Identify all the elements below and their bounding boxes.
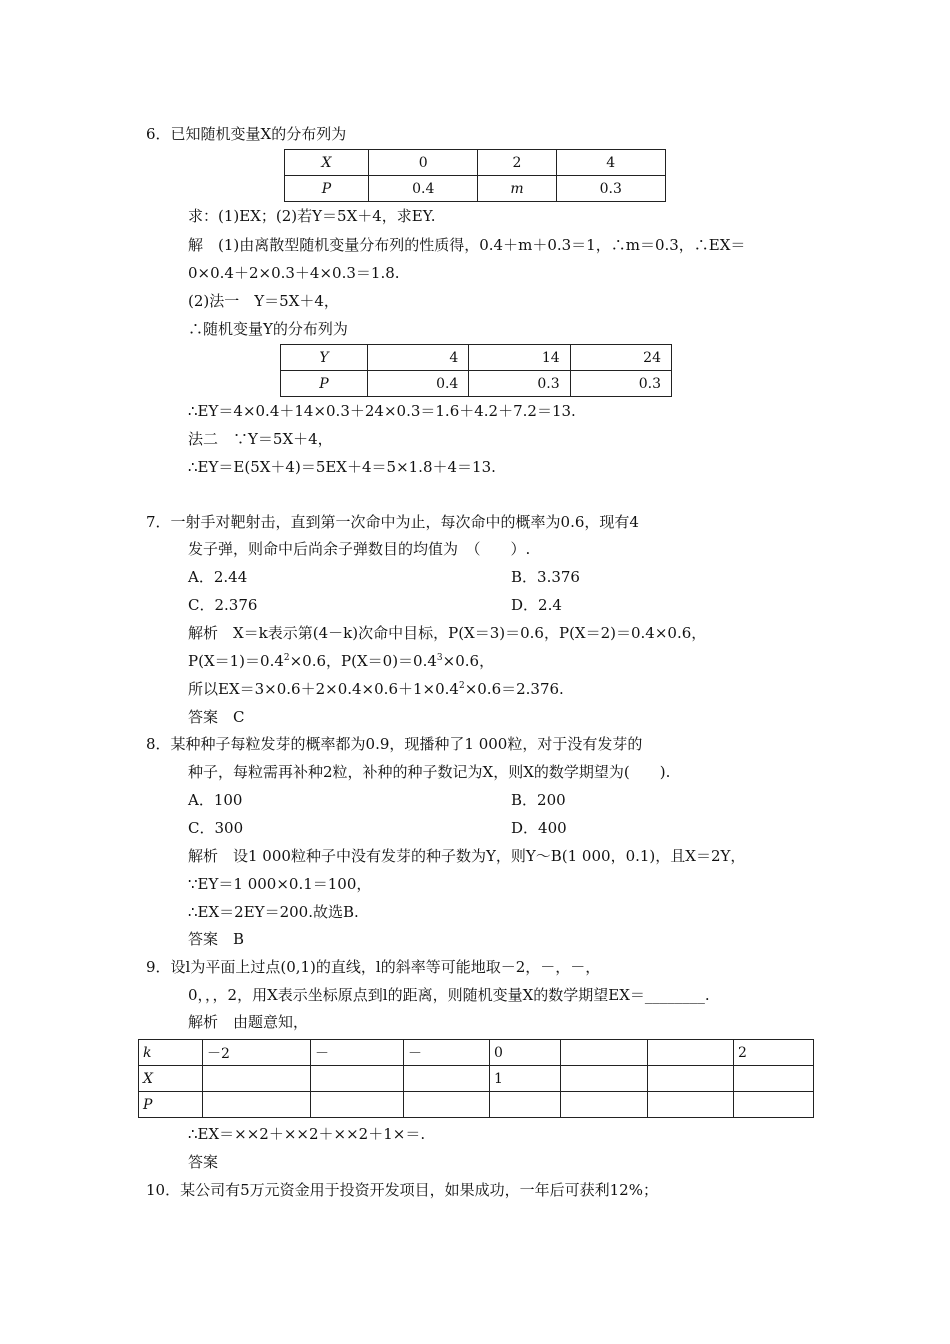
table-cell	[648, 1066, 734, 1092]
table-cell: 14	[469, 345, 570, 371]
q7-solution-line	[188, 679, 564, 699]
q6-solution-line: (2)法一 Y＝5X＋4，	[188, 292, 339, 310]
q6-solution-line: 解 (1)由离散型随机变量分布列的性质得，0.4＋m＋0.3＝1，∴m＝0.3，∴EX＝	[188, 236, 746, 254]
table-cell: 0.3	[469, 371, 570, 397]
text-segment: ×0.6＝2.376.	[464, 680, 564, 698]
text-segment: 所以EX＝3×0.6＋2×0.4×0.6＋1×0.4	[188, 680, 459, 698]
table-cell: －	[404, 1040, 490, 1066]
q9-stem: 9．设l为平面上过点(0,1)的直线，l的斜率等可能地取－2，－，－，	[146, 958, 601, 976]
q6-solution-line: ∴EY＝E(5X＋4)＝5EX＋4＝5×1.8＋4＝13.	[188, 458, 496, 476]
q9-distribution-table	[138, 1039, 814, 1118]
q8-option-b: B．200	[511, 791, 566, 809]
q6-y-distribution-table	[280, 344, 672, 397]
table-cell	[648, 1092, 734, 1118]
q8-stem: 8．某种种子每粒发芽的概率都为0.9，现播种了1 000粒，对于没有发芽的	[146, 735, 643, 753]
text-segment: ×0.6，	[442, 652, 495, 670]
table-cell: 0	[490, 1040, 561, 1066]
q6-solution-line: ∴EY＝4×0.4＋14×0.3＋24×0.3＝1.6＋4.2＋7.2＝13.	[188, 402, 576, 420]
q7-option-a: A．2.44	[188, 568, 248, 586]
q10-stem: 10．某公司有5万元资金用于投资开发项目，如果成功，一年后可获利12%；	[146, 1181, 658, 1199]
q7-stem: 发子弹，则命中后尚余子弹数目的均值为 （ ）.	[188, 540, 531, 558]
table-cell	[734, 1066, 814, 1092]
table-cell: P	[285, 176, 369, 202]
table-cell: 4	[556, 150, 666, 176]
q9-stem: 0，，，2，用X表示坐标原点到l的距离，则随机变量X的数学期望EX＝________.	[188, 986, 710, 1004]
exponent: 2	[283, 653, 290, 663]
table-cell: 2	[478, 150, 556, 176]
table-cell	[490, 1092, 561, 1118]
exponent: 3	[436, 653, 443, 663]
text-segment: P(X＝1)＝0.4	[188, 652, 284, 670]
text-segment: ×0.6，P(X＝0)＝0.4	[289, 652, 437, 670]
table-cell	[404, 1066, 490, 1092]
q6-solution-line: 0×0.4＋2×0.3＋4×0.3＝1.8.	[188, 264, 400, 282]
q9-solution-line: 解析 由题意知，	[188, 1013, 309, 1031]
table-cell: k	[139, 1040, 203, 1066]
table-row	[139, 1066, 814, 1092]
q8-option-a: A．100	[188, 791, 243, 809]
table-cell	[561, 1066, 648, 1092]
table-cell: 0.3	[556, 176, 666, 202]
table-cell: 2	[734, 1040, 814, 1066]
table-cell	[648, 1040, 734, 1066]
table-row	[139, 1040, 814, 1066]
q8-answer: 答案 B	[188, 930, 245, 948]
q7-answer: 答案 C	[188, 708, 245, 726]
table-cell	[561, 1040, 648, 1066]
table-cell: 0.3	[570, 371, 671, 397]
q6-stem: 6．已知随机变量X的分布列为	[146, 125, 347, 143]
q9-solution-line: ∴EX＝××2＋××2＋××2＋1×＝.	[188, 1125, 426, 1143]
table-cell	[203, 1092, 311, 1118]
q6-solution-line: 法二 ∵Y＝5X＋4，	[188, 430, 333, 448]
table-cell	[734, 1092, 814, 1118]
table-cell	[561, 1092, 648, 1118]
table-cell: P	[139, 1092, 203, 1118]
table-cell	[311, 1092, 404, 1118]
q7-solution-line: 解析 X＝k表示第(4－k)次命中目标，P(X＝3)＝0.6，P(X＝2)＝0.4×0.6，	[188, 624, 707, 642]
table-cell: X	[139, 1066, 203, 1092]
q6-distribution-table	[284, 149, 666, 202]
table-cell: X	[285, 150, 369, 176]
table-cell: Y	[281, 345, 368, 371]
q8-option-c: C．300	[188, 819, 244, 837]
q9-answer: 答案	[188, 1153, 219, 1171]
table-cell: m	[478, 176, 556, 202]
q7-option-c: C．2.376	[188, 596, 258, 614]
table-row	[281, 345, 672, 371]
table-row	[281, 371, 672, 397]
q7-option-b: B．3.376	[511, 568, 580, 586]
q7-stem: 7．一射手对靶射击，直到第一次命中为止，每次命中的概率为0.6，现有4	[146, 513, 639, 531]
table-row	[285, 176, 666, 202]
table-cell: 4	[368, 345, 469, 371]
q8-option-d: D．400	[511, 819, 567, 837]
q6-solution-line: ∴随机变量Y的分布列为	[188, 320, 348, 338]
q7-option-d: D．2.4	[511, 596, 562, 614]
q7-solution-line	[188, 651, 494, 671]
q8-stem: 种子，每粒需再补种2粒，补种的种子数记为X，则X的数学期望为( ).	[188, 763, 671, 781]
table-row	[139, 1092, 814, 1118]
table-cell: 1	[490, 1066, 561, 1092]
table-row	[285, 150, 666, 176]
table-cell: P	[281, 371, 368, 397]
table-cell: －2	[203, 1040, 311, 1066]
table-cell	[203, 1066, 311, 1092]
table-cell	[404, 1092, 490, 1118]
q6-ask: 求：(1)EX；(2)若Y＝5X＋4，求EY.	[188, 207, 436, 225]
exponent: 2	[458, 681, 465, 691]
table-cell: 0	[369, 150, 478, 176]
table-cell: 0.4	[369, 176, 478, 202]
table-cell: －	[311, 1040, 404, 1066]
q8-solution-line: ∴EX＝2EY＝200.故选B.	[188, 903, 359, 921]
table-cell	[311, 1066, 404, 1092]
table-cell: 0.4	[368, 371, 469, 397]
q8-solution-line: ∵EY＝1 000×0.1＝100，	[188, 875, 372, 893]
table-cell: 24	[570, 345, 671, 371]
q8-solution-line: 解析 设1 000粒种子中没有发芽的种子数为Y，则Y～B(1 000，0.1)，且X＝2Y，	[188, 847, 746, 865]
